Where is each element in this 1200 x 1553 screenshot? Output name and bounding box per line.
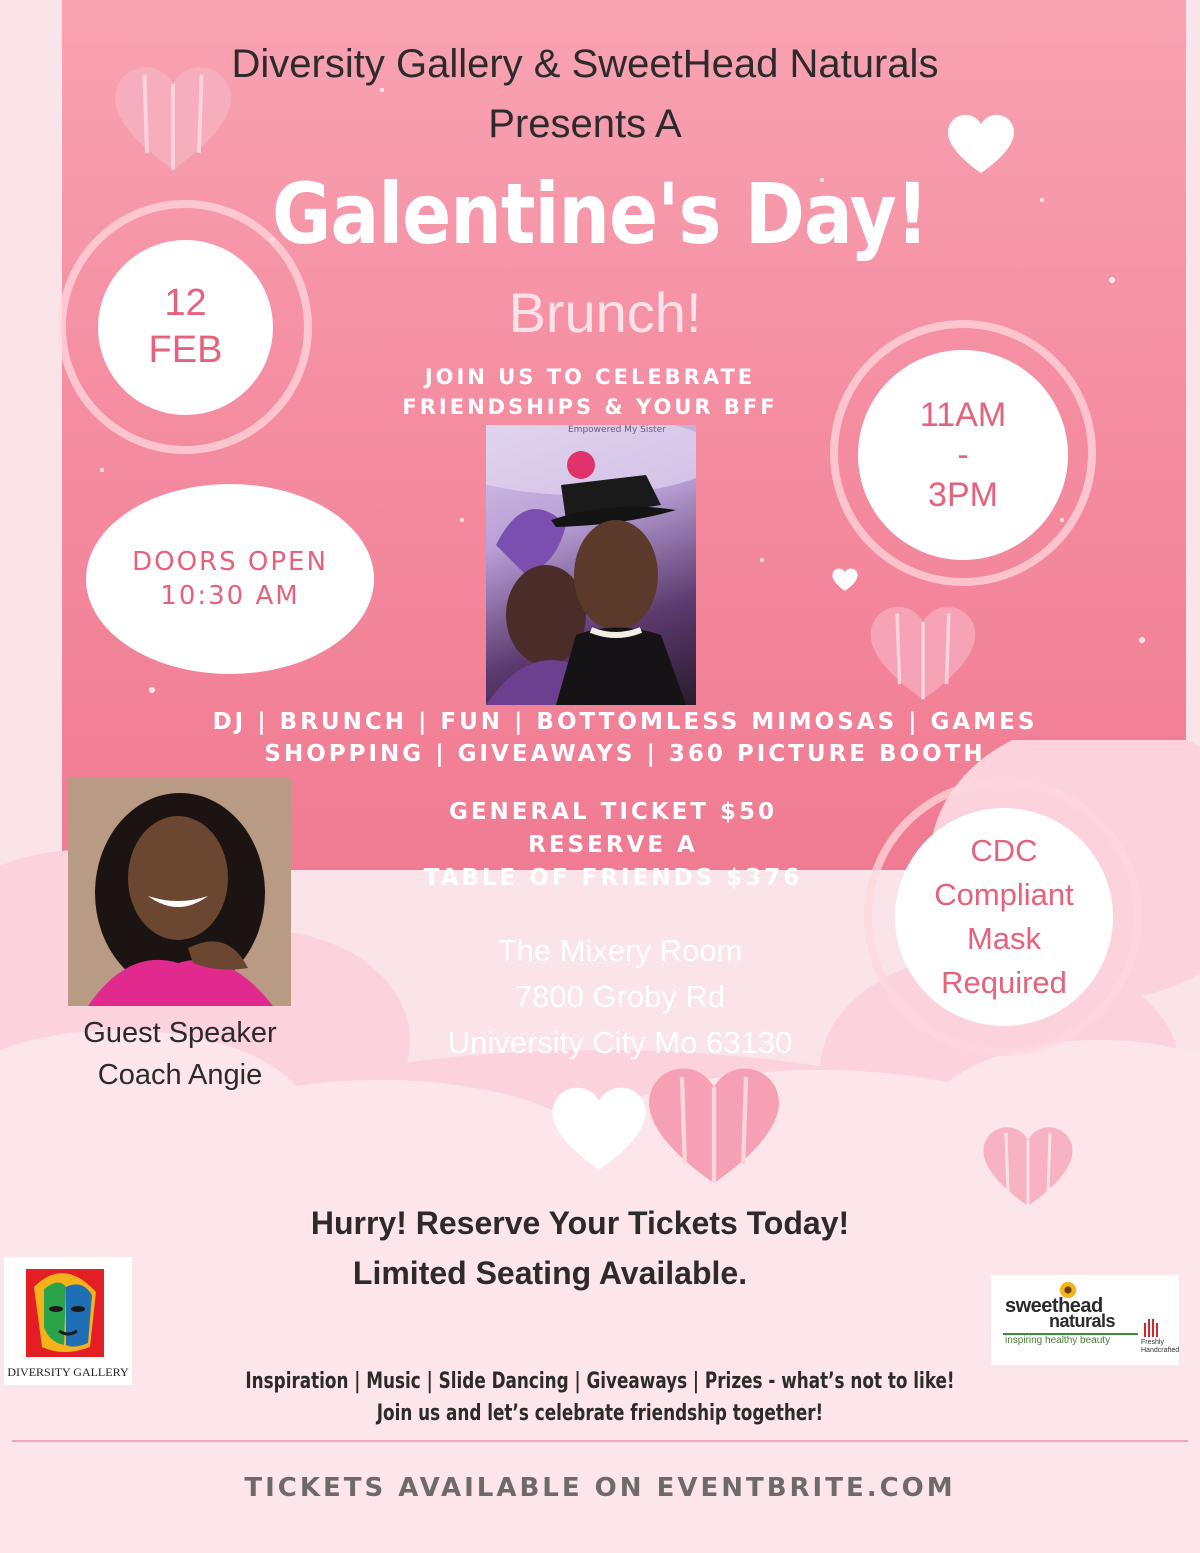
cdc-mask-badge <box>895 808 1113 1026</box>
ticket-general: GENERAL TICKET $50 <box>448 799 778 825</box>
event-title: Galentine's Day! <box>272 165 928 263</box>
sweethead-tagline: inspiring healthy beauty <box>1005 1335 1111 1346</box>
time-separator: - <box>957 436 969 474</box>
doors-open-time: 10:30 AM <box>160 581 300 611</box>
doors-open-badge <box>86 484 374 674</box>
time-end: 3PM <box>928 476 998 514</box>
small-heart-icon <box>830 566 860 592</box>
sweethead-naturals-logo <box>991 1275 1179 1365</box>
event-subtitle: Brunch! <box>508 281 702 344</box>
sweethead-word-2: naturals <box>1049 1311 1116 1331</box>
tagline-line-2: FRIENDSHIPS & YOUR BFF <box>402 395 778 419</box>
presenters-line: Diversity Gallery & SweetHead Naturals <box>231 42 939 86</box>
cdc-line-3: Mask <box>966 921 1042 956</box>
presents-line: Presents A <box>488 102 682 146</box>
venue-street: 7800 Groby Rd <box>514 979 726 1014</box>
cta-line-1: Hurry! Reserve Your Tickets Today! <box>310 1205 850 1241</box>
venue-name: The Mixery Room <box>497 933 743 968</box>
hand-icon <box>1141 1315 1163 1339</box>
cdc-line-1: CDC <box>970 833 1038 868</box>
cta-line-2: Limited Seating Available. <box>352 1255 748 1291</box>
diversity-gallery-name: DIVERSITY GALLERY <box>7 1365 129 1379</box>
time-start: 11AM <box>919 396 1007 434</box>
guest-speaker-name: Coach Angie <box>97 1059 263 1091</box>
photo-sign-text: Empowered My Sister <box>568 425 666 435</box>
doors-open-label: DOORS OPEN <box>132 547 328 577</box>
venue-city: University City Mo 63130 <box>447 1025 793 1060</box>
guest-speaker-label: Guest Speaker <box>83 1017 277 1049</box>
mask-logo-icon <box>4 1257 132 1362</box>
sweethead-word-1: sweethead <box>1005 1295 1103 1317</box>
diversity-gallery-logo <box>4 1257 132 1385</box>
footer-line-2: Join us and let’s celebrate friendship together! <box>376 1401 824 1426</box>
ticket-reserve: RESERVE A <box>528 832 698 858</box>
tagline-line-1: JOIN US TO CELEBRATE <box>424 365 756 389</box>
date-badge <box>98 240 273 415</box>
activities-line-2: SHOPPING | GIVEAWAYS | 360 PICTURE BOOTH <box>264 741 986 767</box>
hosts-photo <box>486 425 696 705</box>
paper-heart-icon <box>975 1118 1081 1210</box>
sweethead-badge: Freshly Handcrafted <box>1141 1339 1180 1354</box>
guest-speaker-photo <box>68 778 291 1006</box>
cdc-line-4: Required <box>941 965 1067 1000</box>
ticket-table: TABLE OF FRIENDS $376 <box>423 865 803 891</box>
time-badge <box>858 350 1068 560</box>
paper-heart-icon <box>638 1055 790 1189</box>
footer-line-1: Inspiration | Music | Slide Dancing | Giveaways | Prizes - what’s not to like! <box>245 1369 955 1394</box>
paper-heart-icon <box>862 596 984 704</box>
eventbrite-tickets-line: TICKETS AVAILABLE ON EVENTBRITE.COM <box>244 1473 956 1503</box>
date-month: FEB <box>148 328 223 371</box>
cdc-line-2: Compliant <box>934 877 1074 912</box>
activities-line-1: DJ | BRUNCH | FUN | BOTTOMLESS MIMOSAS | GAMES <box>212 709 1038 735</box>
date-day: 12 <box>164 281 207 324</box>
